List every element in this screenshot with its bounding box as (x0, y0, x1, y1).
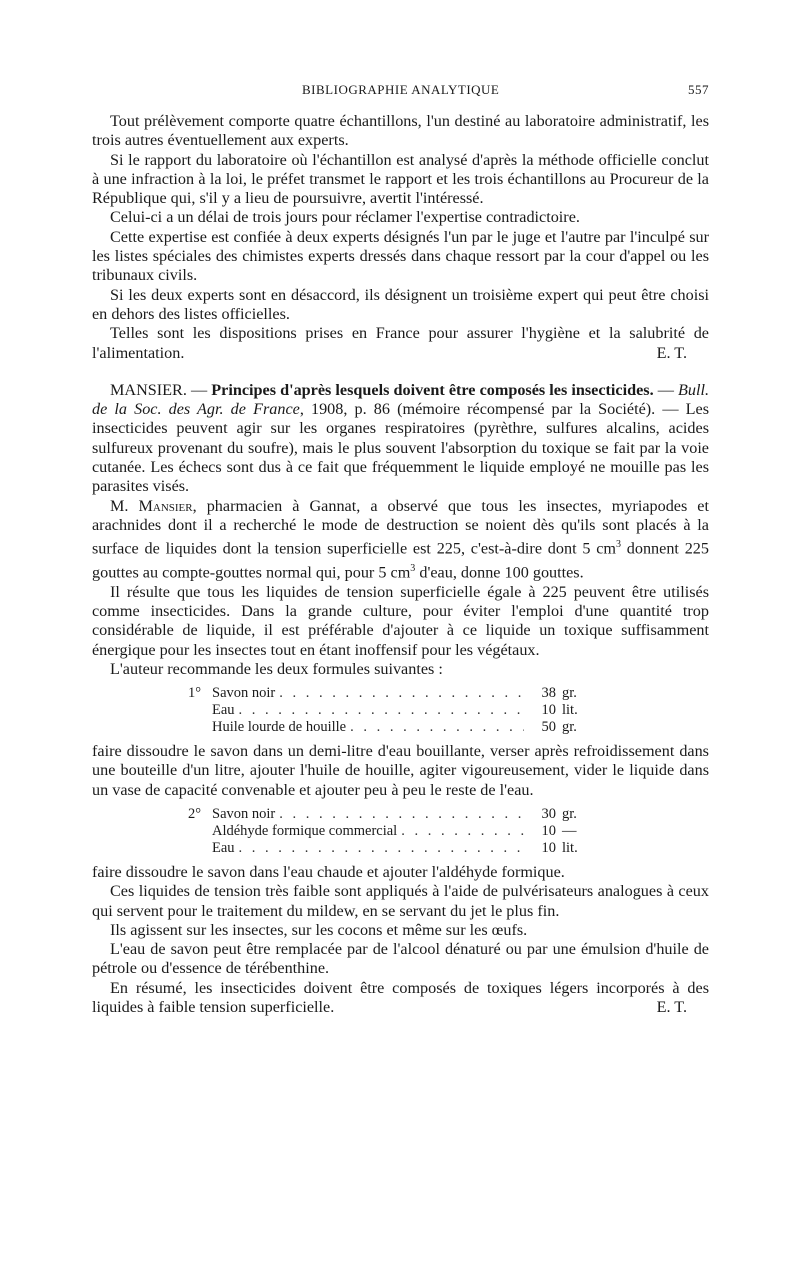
formula-row (188, 702, 598, 719)
superscript: 3 (616, 539, 621, 551)
paragraph: L'auteur recommande les deux formules suivantes : (110, 659, 443, 678)
unit: gr. (562, 685, 577, 702)
formula-number: 1° (188, 685, 202, 702)
section-previous-review (92, 112, 709, 363)
paragraph: Si le rapport du laboratoire où l'échantillon est analysé d'après la méthode officielle conclut à une infraction à la loi, le préfet transmet le rapport et les trois échantillons au Procureur de la République qui, s'il y a lieu de poursuivre, avertit l'intéressé. (92, 150, 709, 208)
leader-dots (279, 806, 524, 823)
ingredient: Savon noir (212, 805, 276, 822)
quantity: 30 (541, 805, 556, 822)
leader-dots (279, 685, 524, 702)
unit: — (562, 822, 577, 839)
running-header (92, 82, 709, 98)
paragraph: faire dissoudre le savon dans un demi-litre d'eau bouillante, verser après refroidissement dans une bouteille d'un litre, ajouter l'huile de houille, agiter vigoureusement, vider le liquide dans un vase de capacité convenable et ajouter peu à peu le reste de l'eau. (92, 742, 709, 799)
quantity: 38 (541, 685, 556, 702)
leader-dots (239, 840, 524, 857)
signature: E. T. (656, 343, 687, 362)
quantity: 50 (541, 719, 556, 736)
dash: — (186, 380, 212, 399)
unit: gr. (562, 805, 577, 822)
paragraph (92, 497, 709, 583)
paragraph: Ils agissent sur les insectes, sur les cocons et même sur les œufs. (110, 920, 528, 939)
article-title: Principes d'après lesquels doivent être composés les insecticides. (211, 380, 654, 399)
paragraph: faire dissoudre le savon dans l'eau chaude et ajouter l'aldéhyde formique. (92, 862, 565, 881)
ingredient: Huile lourde de houille (212, 719, 347, 736)
formula-number: 2° (188, 805, 202, 822)
text: donnent 225 gouttes au compte-gouttes normal qui, pour 5 cm (92, 539, 709, 582)
leader-dots (401, 823, 524, 840)
formula-row (188, 685, 598, 702)
quantity: 10 (541, 702, 556, 719)
page-number: 557 (688, 82, 709, 97)
article-heading-paragraph (92, 381, 709, 497)
text: d'eau, donne 100 gouttes. (415, 563, 584, 582)
formula-1 (188, 685, 598, 736)
author-name: MANSIER. (110, 380, 187, 399)
ingredient: Aldéhyde formique commercial (212, 822, 398, 839)
paragraph: Cette expertise est confiée à deux experts désignés l'un par le juge et l'autre par l'inculpé sur les listes spéciales des chimistes experts dressés dans chaque ressort par la cour d'appel ou les tribunaux civils. (92, 227, 709, 285)
paragraph: Celui-ci a un délai de trois jours pour réclamer l'expertise contradictoire. (110, 208, 580, 227)
leader-dots (350, 719, 524, 736)
formula-row (188, 719, 598, 736)
journal-name: Bull. de la Soc. des Agr. de France (92, 380, 710, 419)
page (92, 82, 709, 1017)
dash: — (653, 380, 678, 399)
section-mansier-review (92, 381, 709, 1018)
paragraph (92, 979, 709, 1018)
formula-2 (188, 806, 598, 857)
paragraph-text: En résumé, les insecticides doivent être composés de toxiques légers incorporés à des liquides à faible tension superficielle. (92, 978, 709, 1017)
ingredient: Eau (212, 839, 235, 856)
author-name: Mansier (138, 496, 193, 515)
paragraph-text: Telles sont les dispositions prises en France pour assurer l'hygiène et la salubrité de l'alimentation. (92, 324, 709, 362)
paragraph: Ces liquides de tension très faible sont appliqués à l'aide de pulvérisateurs analogues à ceux qui servent pour le traitement du mildew, en se servant du jet le plus fin. (92, 882, 709, 920)
ingredient: Eau (212, 702, 235, 719)
running-title: BIBLIOGRAPHIE ANALYTIQUE (302, 82, 500, 97)
leader-dots (239, 702, 524, 719)
paragraph (92, 324, 709, 363)
formula-row (188, 806, 598, 823)
text: , pharmacien à Gannat, a observé que tous les insectes, myriapodes et arachnides dont il a recherché le mode de destruction se noient dès qu'ils sont placés à la surface de liquides dont la tension superficielle est 225, c'est-à-dire dont 5 cm (92, 496, 709, 558)
unit: lit. (562, 839, 578, 856)
unit: gr. (562, 719, 577, 736)
unit: lit. (562, 702, 578, 719)
paragraph: L'eau de savon peut être remplacée par de l'alcool dénaturé ou par une émulsion d'huile de pétrole ou d'essence de térébenthine. (92, 940, 709, 978)
signature: E. T. (656, 998, 687, 1017)
paragraph: Si les deux experts sont en désaccord, ils désignent un troisième expert qui peut être choisi en dehors des listes officielles. (92, 285, 709, 323)
paragraph: Il résulte que tous les liquides de tension superficielle égale à 225 peuvent être utilisés comme insecticides. Dans la grande culture, pour éviter l'emploi d'une quantité trop considérable de liquide, il est préférable d'ajouter à ce liquide un toxique suffisamment énergique pour les insectes tout en étant inoffensif pour les végétaux. (92, 582, 709, 659)
formula-row (188, 823, 598, 840)
source-and-text: , 1908, p. 86 (mémoire récompensé par la Société). — Les insecticides peuvent agir sur les organes respiratoires (pyrèthre, sulfures alcalins, acides sulfureux provenant du soufre), mais le plus souvent l'absorption du toxique se fait par la voie cutanée. Les échecs sont dus à ce fait que fréquemment le liquide employé ne mouille pas les parasites visés. (92, 400, 709, 496)
superscript: 3 (410, 562, 416, 574)
paragraph: Tout prélèvement comporte quatre échantillons, l'un destiné au laboratoire administratif, les trois autres éventuellement aux experts. (92, 112, 709, 150)
formula-row (188, 840, 598, 857)
quantity: 10 (541, 822, 556, 839)
quantity: 10 (541, 839, 556, 856)
text: M. (110, 496, 139, 515)
ingredient: Savon noir (212, 685, 276, 702)
